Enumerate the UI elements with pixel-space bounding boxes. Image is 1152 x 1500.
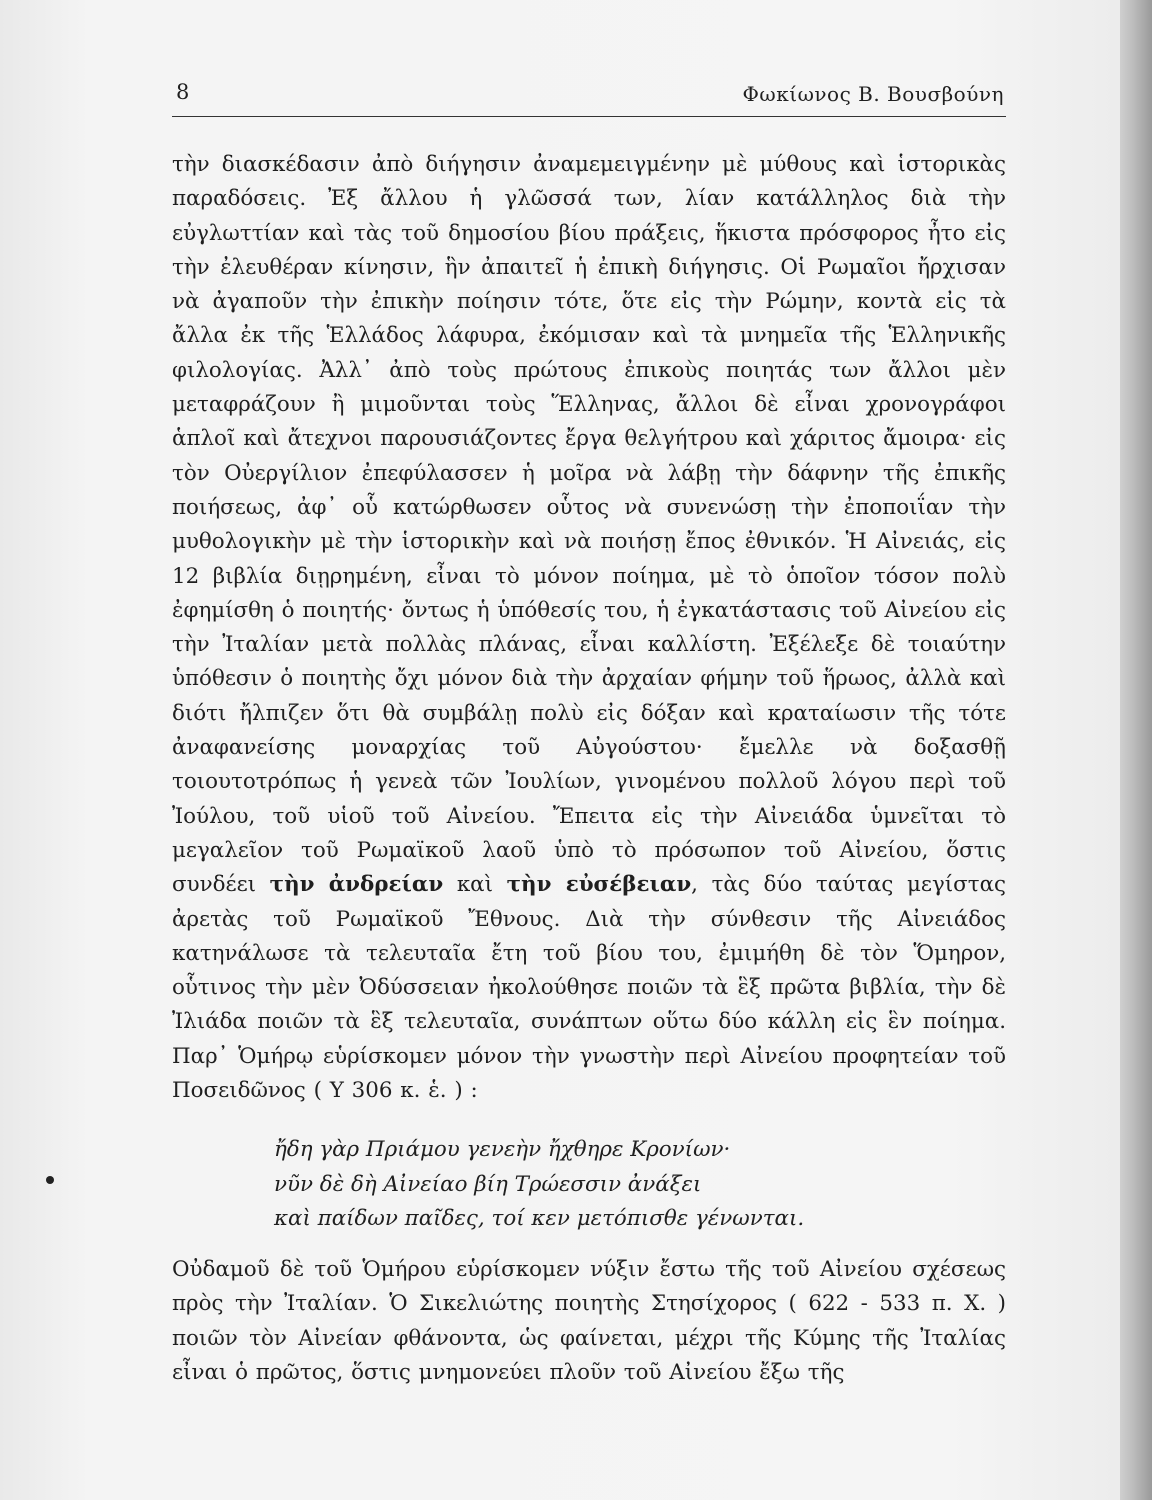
margin-dot-mark (46, 1176, 54, 1184)
verse-line-2: νῦν δὲ δὴ Αἰνείαο βίη Τρώεσσιν ἀνάξει (274, 1171, 702, 1197)
verse-line-1: ἤδη γὰρ Πριάμου γενεὴν ἤχθηρε Κρονίων· (274, 1137, 731, 1162)
page-number: 8 (176, 80, 190, 104)
running-head: Φωκίωνος Β. Βουσβούνη (742, 82, 1004, 106)
verse-line-3: καὶ παίδων παῖδες, τοί κεν μετόπισθε γένωνται. (274, 1206, 805, 1231)
paragraph-1-text-end: , τὰς δύο ταύτας μεγίστας ἀρετὰς τοῦ Ρωμαϊκοῦ Ἔθνους. Διὰ τὴν σύνθεσιν τῆς Αἰνειάδος κατηνάλωσε τὰ τελευταῖα ἔτη τοῦ βίου του, ἐμιμήθη δὲ τὸν Ὅμηρον, οὗτινος τὴν μὲν Ὀδύσσειαν ἠκολούθησε ποιῶν τὰ ἓξ πρῶτα βιβλία, τὴν δὲ Ἰλιάδα ποιῶν τὰ ἓξ τελευταῖα, συνάπτων οὕτω δύο κάλλη εἰς ἓν ποίημα. Παρ᾽ Ὁμήρῳ εὑρίσκομεν μόνον τὴν γνωστὴν περὶ Αἰνείου προφητείαν τοῦ Ποσειδῶνος ( Υ 306 κ. ἑ. ) : (172, 872, 1007, 1104)
body-paragraph-2: Οὐδαμοῦ δὲ τοῦ Ὁμήρου εὑρίσκομεν νύξιν ἔστω τῆς τοῦ Αἰνείου σχέσεως πρὸς τὴν Ἰταλίαν. Ὁ Σικελιώτης ποιητὴς Στησίχορος ( 622 - 533 π. Χ. ) ποιῶν τὸν Αἰνείαν φθάνοντα, ὡς φαίνεται, μέχρι τῆς Κύμης τῆς Ἰταλίας εἶναι ὁ πρῶτος, ὅστις μνημονεύει πλοῦν τοῦ Αἰνείου ἔξω τῆς (172, 1257, 1006, 1385)
emphasis-bravery: τὴν ἀνδρείαν (269, 872, 444, 898)
conjunction-text: καὶ (456, 872, 494, 898)
page-header (172, 76, 1006, 117)
paragraph-1-text-start: τὴν διασκέδασιν ἀπὸ διήγησιν ἀναμεμειγμένην μὲ μύθους καὶ ἱστορικὰς παραδόσεις. Ἐξ ἄλλου ἡ γλῶσσά των, λίαν κατάλληλος διὰ τὴν εὐγλωττίαν καὶ τὰς τοῦ δημοσίου βίου πράξεις, ἥκιστα πρόσφορος ἦτο εἰς τὴν ἐλευθέραν κίνησιν, ἣν ἀπαιτεῖ ἡ ἐπικὴ διήγησις. Οἱ Ρωμαῖοι ἤρχισαν νὰ ἀγαποῦν τὴν ἐπικὴν ποίησιν τότε, ὅτε εἰς τὴν Ρώμην, κοντὰ εἰς τὰ ἄλλα ἐκ τῆς Ἑλλάδος λάφυρα, ἐκόμισαν καὶ τὰ μνημεῖα τῆς Ἑλληνικῆς φιλολογίας. Ἀλλ᾽ ἀπὸ τοὺς πρώτους ἐπικοὺς ποιητάς των ἄλλοι μὲν μεταφράζουν ἢ μιμοῦνται τοὺς Ἕλληνας, ἄλλοι δὲ εἶναι χρονογράφοι ἁπλοῖ καὶ ἄτεχνοι παρουσιάζοντες ἔργα θελγήτρου καὶ χάριτος ἄμοιρα· εἰς τὸν Οὐεργίλιον ἐπεφύλασσεν ἡ μοῖρα νὰ λάβῃ τὴν δάφνην τῆς ἐπικῆς ποιήσεως, ἀφ᾽ οὗ κατώρθωσεν οὗτος νὰ συνενώσῃ τὴν ἐποποιΐαν τὴν μυθολογικὴν μὲ τὴν ἱστορικὴν καὶ νὰ ποιήσῃ ἔπος ἐθνικόν. Ἡ Αἰνειάς, εἰς 12 βιβλία διῃρημένη, εἶναι τὸ μόνον ποίημα, μὲ τὸ ὁποῖον τόσον πολὺ ἐφημίσθη ὁ ποιητής· ὄντως ἡ ὑπόθεσίς του, ἡ ἐγκατάστασις τοῦ Αἰνείου εἰς τὴν Ἰταλίαν μετὰ πολλὰς πλάνας, εἶναι καλλίστη. Ἐξέλεξε δὲ τοιαύτην ὑπόθεσιν ὁ ποιητὴς ὄχι μόνον διὰ τὴν ἀρχαίαν φήμην τοῦ ἥρωος, ἀλλὰ καὶ διότι ἤλπιζεν ὅτι θὰ συμβάλῃ πολὺ εἰς δόξαν καὶ κραταίωσιν τῆς τότε ἀναφανείσης μοναρχίας τοῦ Αὐγούστου· ἔμελλε νὰ δοξασθῇ τοιουτοτρόπως ἡ γενεὰ τῶν Ἰουλίων, γινομένου πολλοῦ λόγου περὶ τοῦ Ἰούλου, τοῦ υἱοῦ τοῦ Αἰνείου. Ἔπειτα εἰς τὴν Αἰνειάδα ὑμνεῖται τὸ μεγαλεῖον τοῦ Ρωμαϊκοῦ λαοῦ ὑπὸ τὸ πρόσωπον τοῦ Αἰνείου, ὅστις συνδέει (172, 152, 1006, 898)
verse-quotation (274, 1133, 974, 1237)
page-edge-shadow (1120, 0, 1152, 1500)
emphasis-piety: τὴν εὐσέβειαν (506, 872, 692, 898)
body-paragraph-1 (172, 148, 1006, 1108)
